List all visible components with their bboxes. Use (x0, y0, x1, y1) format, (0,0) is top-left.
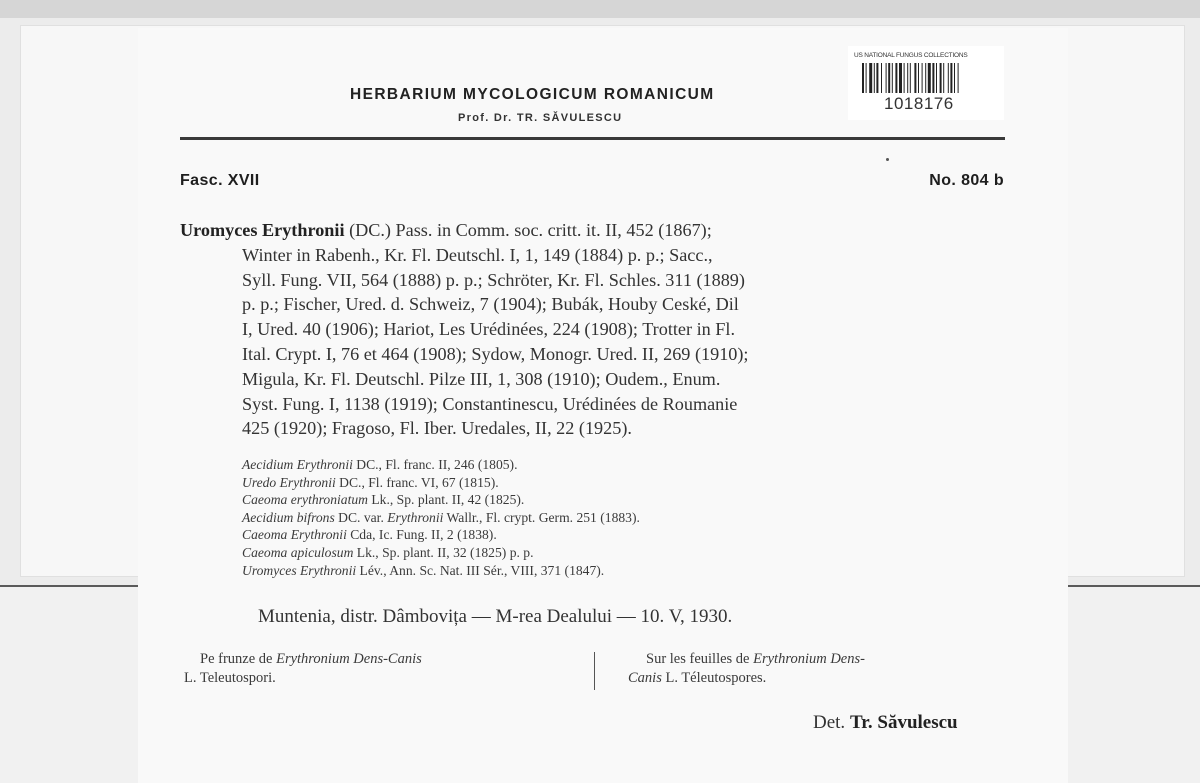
synonym-reference: Wallr., Fl. crypt. Germ. 251 (1883). (443, 509, 640, 525)
host-note-french (628, 650, 1028, 688)
synonym-reference: DC. var. (334, 509, 388, 525)
ink-speck (886, 158, 889, 161)
barcode-number: 1018176 (884, 94, 954, 113)
host-line (628, 650, 1028, 669)
barcode-bar (869, 63, 872, 93)
barcode-bar (954, 63, 955, 93)
host-prefix: Pe frunze de (200, 651, 277, 667)
barcode-bar (862, 63, 864, 93)
host-name: Canis (628, 670, 662, 686)
synonym-row (242, 526, 1002, 544)
synonym-reference: DC., Fl. franc. II, 246 (1805). (352, 457, 518, 472)
citation-line: Winter in Rabenh., Kr. Fl. Deutschl. I, 1, 149 (1884) p. p.; Sacc., (242, 244, 713, 265)
collection-locality: Muntenia, distr. Dâmbovița — M-rea Dealului — 10. V, 1930. (258, 606, 733, 627)
host-name: Erythronium Dens-Canis (276, 651, 422, 667)
barcode-bar (940, 63, 942, 93)
citation-line: Syst. Fung. I, 1138 (1919); Constantinescu, Urédinées de Roumanie (242, 393, 738, 414)
barcode-bar (943, 63, 944, 93)
synonym-row (242, 491, 1002, 509)
barcode-caption: US NATIONAL FUNGUS COLLECTIONS (854, 52, 968, 59)
synonym-list (242, 456, 1002, 579)
barcode-bar (907, 63, 908, 93)
citation-line: Syll. Fung. VII, 564 (1888) p. p.; Schröter, Kr. Fl. Schles. 311 (1889) (242, 269, 745, 290)
host-suffix: L. Téleutospores. (661, 670, 767, 686)
synonym-reference: Lév., Ann. Sc. Nat. III Sér., VIII, 371 (1847). (356, 562, 605, 578)
barcode-bar (948, 63, 949, 93)
header-rule (180, 137, 1005, 140)
host-line (184, 650, 584, 669)
barcode-bar (888, 63, 890, 93)
barcode-bar (899, 63, 902, 93)
synonym-name: Caeoma apiculosum (242, 544, 354, 560)
barcode-bar (928, 63, 931, 93)
determiner-prefix: Det. (813, 712, 850, 733)
barcode-sticker (848, 46, 1004, 120)
barcode-bar (936, 63, 937, 93)
synonym-row (242, 474, 1002, 492)
synonym-row (242, 544, 1002, 562)
barcode-bar (892, 63, 893, 93)
barcode-bar (904, 63, 905, 93)
synonym-name: Caeoma erythroniatum (242, 492, 368, 508)
barcode-bar (914, 63, 916, 93)
species-citation (180, 218, 1010, 441)
barcode-bar (874, 63, 875, 93)
synonym-row (242, 509, 1002, 527)
barcode-bar (881, 63, 882, 93)
synonym-name: Caeoma Erythronii (242, 527, 347, 543)
barcode-bar (925, 63, 926, 93)
herbarium-subtitle: Prof. Dr. TR. SĂVULESCU (458, 112, 623, 124)
species-name: Uromyces Erythronii (180, 220, 345, 240)
synonym-reference: DC., Fl. franc. VI, 67 (1815). (335, 474, 499, 490)
barcode-bar (895, 63, 897, 93)
barcode-bar (918, 63, 919, 93)
synonym-name: Aecidium bifrons (242, 509, 335, 525)
citation-line (180, 218, 1010, 243)
synonym-name: Aecidium Erythronii (242, 457, 353, 472)
barcode-bar (866, 63, 867, 93)
barcode-bar (910, 63, 911, 93)
synonym-reference: Lk., Sp. plant. II, 32 (1825) p. p. (353, 544, 534, 560)
barcode-bar (886, 63, 887, 93)
barcode-bar (958, 63, 959, 93)
citation-line: Migula, Kr. Fl. Deutschl. Pilze III, 1, 308 (1910); Oudem., Enum. (242, 368, 721, 389)
column-divider (594, 652, 595, 690)
fascicle-label: Fasc. XVII (180, 172, 260, 189)
citation-line: Ital. Crypt. I, 76 et 464 (1908); Sydow, Monogr. Ured. II, 269 (1910); (242, 343, 749, 364)
synonym-row (242, 456, 1002, 474)
citation-line: I, Ured. 40 (1906); Hariot, Les Urédinées, 224 (1908); Trotter in Fl. (242, 319, 736, 340)
barcode-bar (950, 63, 952, 93)
synonym-reference: Lk., Sp. plant. II, 42 (1825). (367, 492, 525, 508)
barcode-bar (932, 63, 934, 93)
synonym-name: Uredo Erythronii (242, 474, 336, 490)
barcode-bar (922, 63, 923, 93)
determiner-name: Tr. Săvulescu (849, 712, 958, 733)
synonym-name: Erythronii (387, 509, 444, 525)
determiner (813, 712, 958, 734)
host-name: Erythronium Dens- (753, 651, 865, 667)
herbarium-title: HERBARIUM MYCOLOGICUM ROMANICUM (350, 86, 715, 103)
synonym-row (242, 562, 1002, 580)
specimen-number: No. 804 b (929, 172, 1004, 189)
barcode-icon (862, 63, 996, 93)
host-note-romanian (184, 650, 584, 688)
citation-line: 425 (1920); Fragoso, Fl. Iber. Uredales, II, 22 (1925). (242, 418, 632, 439)
citation-line: p. p.; Fischer, Ured. d. Schweiz, 7 (1904); Bubák, Houby Ceské, Dil (242, 294, 739, 315)
synonym-reference: Cda, Ic. Fung. II, 2 (1838). (346, 527, 497, 543)
synonym-name: Uromyces Erythronii (242, 562, 357, 578)
barcode-bar (876, 63, 878, 93)
host-line: L. Teleutospori. (184, 670, 276, 686)
citation-first-line: (DC.) Pass. in Comm. soc. critt. it. II, 452 (1867); (344, 220, 712, 240)
host-line (628, 669, 1028, 688)
host-prefix: Sur les feuilles de (646, 651, 754, 667)
